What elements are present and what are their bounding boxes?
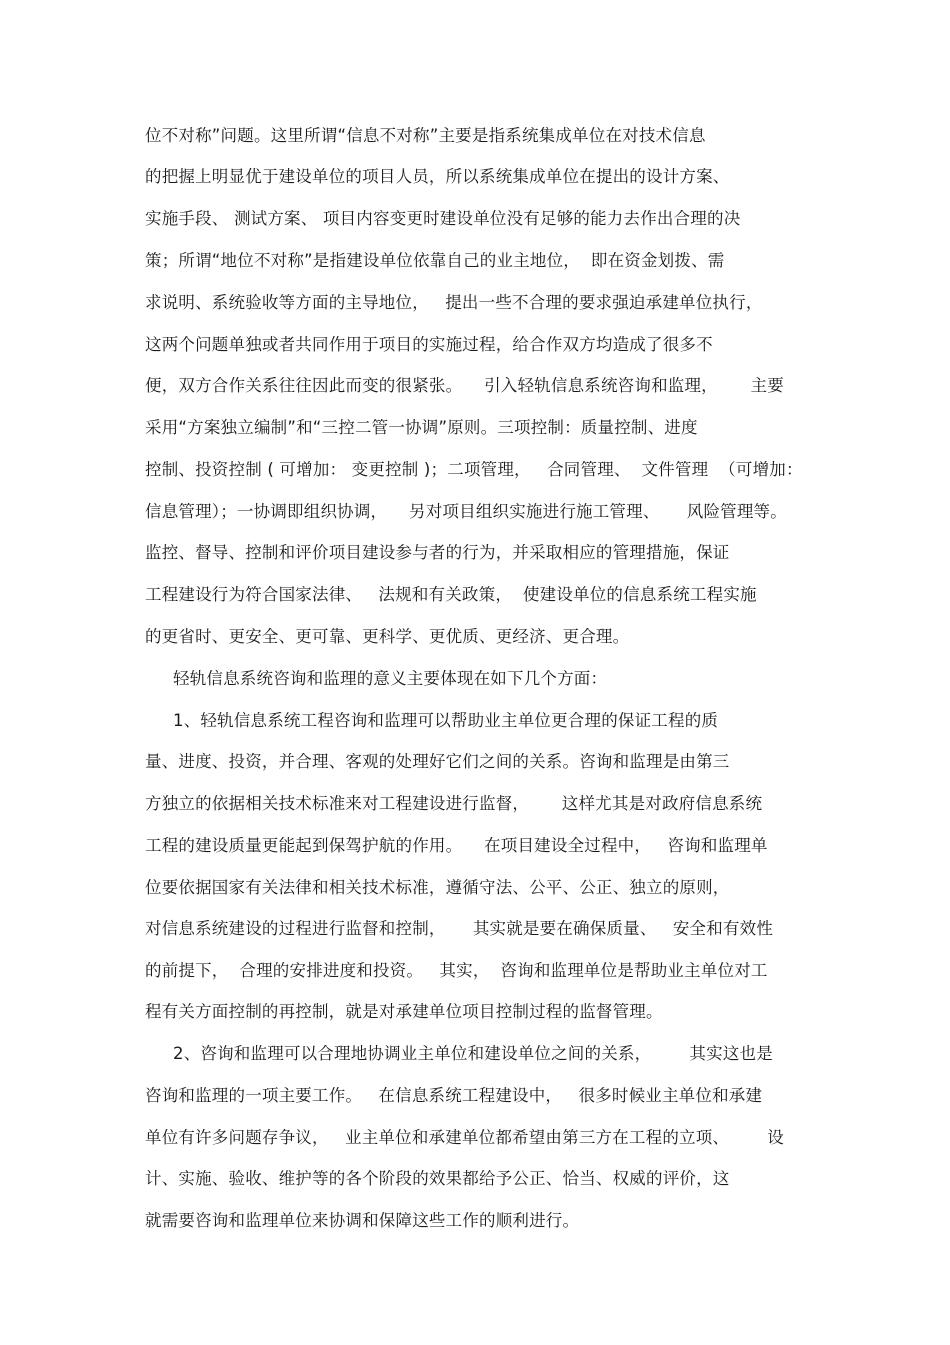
- text-line: 咨询和监理的一项主要工作。 在信息系统工程建设中， 很多时候业主单位和承建: [145, 1086, 763, 1105]
- text-line: 的更省时、更安全、更可靠、更科学、更优质、更经济、更合理。: [145, 627, 630, 646]
- text-line: 对信息系统建设的过程进行监督和控制， 其实就是要在确保质量、 安全和有效性: [145, 919, 774, 938]
- text-line: 信息管理）；一协调即组织协调， 另对项目组织实施进行施工管理、 风险管理等。: [145, 502, 787, 521]
- text-line: 单位有许多问题存争议， 业主单位和承建单位都希望由第三方在工程的立项、 设: [145, 1128, 784, 1147]
- text-line: 位不对称”问题。这里所谓“信息不对称”主要是指系统集成单位在对技术信息: [145, 126, 706, 145]
- text-line: 位要依据国家有关法律和相关技术标准，遵循守法、公平、公正、独立的原则，: [145, 878, 730, 897]
- numbered-item-1: 1、轻轨信息系统工程咨询和监理可以帮助业主单位更合理的保证工程的质: [173, 711, 719, 730]
- text-line: 工程的建设质量更能起到保驾护航的作用。 在项目建设全过程中， 咨询和监理单: [145, 836, 768, 855]
- text-line: 就需要咨询和监理单位来协调和保障这些工作的顺利进行。: [145, 1211, 580, 1230]
- text-line: 便，双方合作关系往往因此而变的很紧张。 引入轻轨信息系统咨询和监理， 主要: [145, 376, 784, 395]
- text-line: 计、实施、验收、维护等的各个阶段的效果都给予公正、恰当、权威的评价，这: [145, 1169, 730, 1188]
- text-line: 控制、投资控制 ( 可增加： 变更控制 )；二项管理， 合同管理、 文件管理 （可增加：: [145, 460, 803, 479]
- text-line: 策；所谓“地位不对称”是指建设单位依靠自己的业主地位， 即在资金划拨、需: [145, 251, 725, 270]
- paragraph-heading: 轻轨信息系统咨询和监理的意义主要体现在如下几个方面：: [173, 669, 608, 688]
- numbered-item-2: 2、咨询和监理可以合理地协调业主单位和建设单位之间的关系， 其实这也是: [173, 1044, 773, 1063]
- text-line: 的前提下， 合理的安排进度和投资。 其实， 咨询和监理单位是帮助业主单位对工: [145, 961, 768, 980]
- text-line: 的把握上明显优于建设单位的项目人员，所以系统集成单位在提出的设计方案、: [145, 167, 730, 186]
- text-line: 方独立的依据相关技术标准来对工程建设进行监督， 这样尤其是对政府信息系统: [145, 794, 763, 813]
- text-line: 求说明、系统验收等方面的主导地位， 提出一些不合理的要求强迫承建单位执行，: [145, 293, 763, 312]
- text-line: 工程建设行为符合国家法律、 法规和有关政策， 使建设单位的信息系统工程实施: [145, 585, 757, 604]
- text-line: 程有关方面控制的再控制，就是对承建单位项目控制过程的监督管理。: [145, 1002, 663, 1021]
- text-line: 实施手段、 测试方案、 项目内容变更时建设单位没有足够的能力去作出合理的决: [145, 209, 741, 228]
- text-line: 采用“方案独立编制”和“三控二管一协调”原则。三项控制：质量控制、进度: [145, 418, 698, 437]
- text-line: 监控、督导、控制和评价项目建设参与者的行为，并采取相应的管理措施，保证: [145, 543, 730, 562]
- text-line: 这两个问题单独或者共同作用于项目的实施过程，给合作双方均造成了很多不: [145, 335, 713, 354]
- text-line: 量、进度、投资，并合理、客观的处理好它们之间的关系。咨询和监理是由第三: [145, 752, 730, 771]
